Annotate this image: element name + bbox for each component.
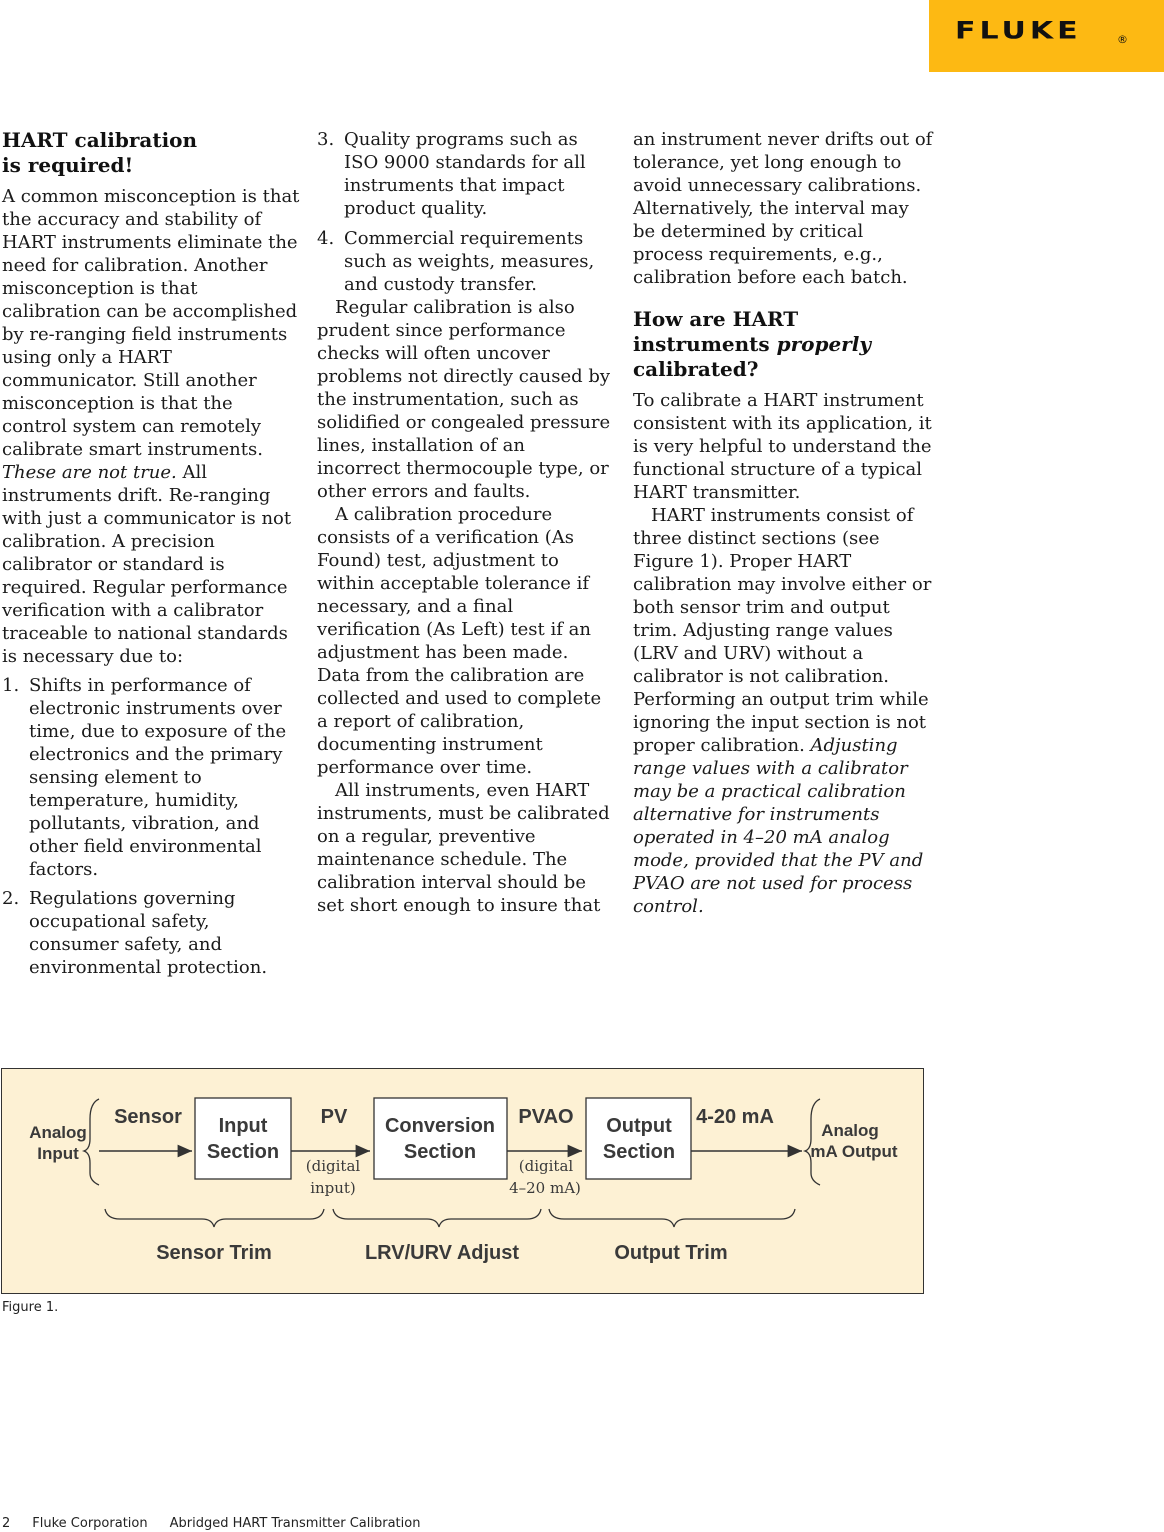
conversion-section-label: Section [403, 1141, 477, 1163]
paragraph: All instruments, even HART instruments, must be calibrated on a regular, preventive maintenance schedule. The calibration interval should be set short enough to insure that [317, 780, 610, 916]
logo-text: FLUKE [955, 17, 1082, 45]
company-name: Fluke Corporation [32, 1516, 148, 1531]
registered-mark: ® [1117, 33, 1128, 46]
fluke-logo [929, 0, 1164, 72]
output-section-label: Section [602, 1141, 676, 1163]
pvao-label: PVAO [518, 1106, 574, 1128]
analog-input-label: Analog [29, 1123, 87, 1142]
paragraph: HART instruments consist of three distinct sections (see Figure 1). Proper HART calibration may involve either or both sensor trim and output trim. Adjusting range values (LRV and URV) without a calibrator is not calibration. Performing an output trim while ignoring the input section is not proper calibration. Adjusting range values with a calibrator may be a practical calibration alternative for instruments operated in 4–20 mA analog mode, provided that the PV and PVAO are not used for process control. [633, 505, 932, 917]
input-section-box [195, 1098, 291, 1179]
list-item: 3. Quality programs such as ISO 9000 standards for all instruments that impact product quality. [317, 129, 586, 219]
paragraph: Regular calibration is also prudent since performance checks will often uncover problems not directly caused by the instrumentation, such as solidified or congealed pressure lines, installation of an incorrect thermocouple type, or other errors and faults. [317, 297, 611, 502]
column-1 [2, 128, 300, 979]
sensor-trim-brace [105, 1209, 324, 1227]
output-section-box [586, 1098, 691, 1179]
output-trim-brace [549, 1209, 795, 1227]
analog-output-label: Analog [821, 1121, 879, 1140]
pv-note: (digital [305, 1157, 361, 1175]
page-number: 2 [2, 1516, 11, 1531]
sensor-trim-label: Sensor Trim [156, 1242, 272, 1264]
analog-input-label: Input [37, 1144, 79, 1163]
list-item: 1. Shifts in performance of electronic instruments over time, due to exposure of the electronics and the primary sensing element to temperature, humidity, pollutants, vibration, and other field environmental factors. [2, 675, 287, 880]
heading-calibration-required: HART calibration is required! [2, 128, 198, 177]
numbered-list [2, 674, 300, 979]
input-brace [84, 1099, 99, 1185]
paragraph: an instrument never drifts out of tolerance, yet long enough to avoid unnecessary calibrations. Alternatively, the interval may be determined by critical process requirements, e.g., calibration before each batch. [633, 129, 933, 288]
ma-label: 4-20 mA [696, 1106, 774, 1128]
numbered-list [317, 128, 613, 296]
paragraph: A common misconception is that the accuracy and stability of HART instruments eliminate the need for calibration. Another misconception is that calibration can be accomplished by re-ranging field instruments using only a HART communicator. Still another misconception is that the control system can remotely calibrate smart instruments. These are not true. All instruments drift. Re-ranging with just a communicator is not calibration. A precision calibrator or standard is required. Regular performance verification with a calibrator traceable to national standards is necessary due to: [2, 186, 300, 667]
conversion-section-box [374, 1098, 507, 1179]
figure-1-diagram [1, 1068, 924, 1294]
heading-properly-calibrated: How are HART instruments properly calibrated? [633, 307, 871, 381]
pv-note: input) [310, 1179, 356, 1197]
document-title: Abridged HART Transmitter Calibration [169, 1516, 421, 1531]
paragraph: A calibration procedure consists of a verification (As Found) test, adjustment to within acceptable tolerance if necessary, and a final verification (As Left) test if an adjustment has been made. Data from the calibration are collected and used to complete a report of calibration, documenting instrument performance over time. [317, 504, 602, 778]
pv-label: PV [320, 1106, 348, 1128]
column-3 [633, 128, 933, 918]
output-trim-label: Output Trim [614, 1242, 728, 1264]
pvao-note: (digital [518, 1157, 574, 1175]
column-2 [317, 128, 613, 917]
input-section-label: Input [218, 1115, 268, 1137]
pvao-note: 4–20 mA) [509, 1179, 581, 1197]
page-footer [2, 1516, 442, 1531]
output-section-label: Output [606, 1115, 672, 1137]
conversion-section-label: Conversion [384, 1115, 496, 1137]
analog-output-label: mA Output [810, 1142, 898, 1161]
lrv-urv-label: LRV/URV Adjust [364, 1242, 520, 1264]
list-item: 2. Regulations governing occupational safety, consumer safety, and environmental protection. [2, 888, 268, 978]
paragraph: To calibrate a HART instrument consistent with its application, it is very helpful to understand the functional structure of a typical HART transmitter. [633, 390, 932, 503]
list-item: 4. Commercial requirements such as weights, measures, and custody transfer. [317, 228, 595, 295]
figure-caption: Figure 1. [2, 1300, 59, 1315]
sensor-label: Sensor [114, 1106, 182, 1128]
transmitter-diagram [2, 1069, 923, 1293]
input-section-label: Section [206, 1141, 280, 1163]
lrv-urv-brace [333, 1209, 541, 1227]
